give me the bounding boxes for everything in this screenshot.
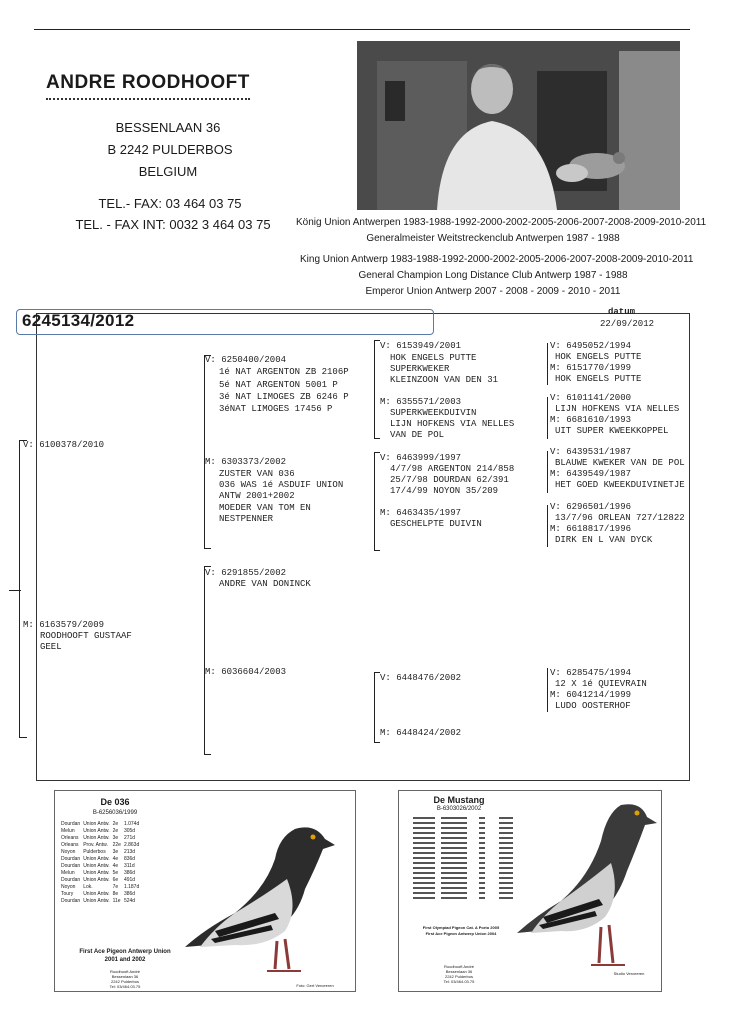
- bracket-vm-bottom: [374, 550, 380, 551]
- address-street: BESSENLAAN 36: [115, 120, 221, 135]
- result-cell: Union Antw.: [83, 870, 110, 876]
- dam-line-1: ROODHOOFT GUSTAAF: [40, 631, 132, 641]
- vmv-line-3: 17/4/99 NOYON 35/209: [390, 486, 499, 496]
- vv-line-3: 3é NAT LIMOGES ZB 6246 P: [219, 392, 349, 402]
- result-cell: Dourdan: [61, 856, 81, 862]
- result-cell: Union Antw.: [83, 856, 110, 862]
- vvm-line-3: VAN DE POL: [390, 430, 445, 440]
- vvv-line-2: SUPERKWEKER: [390, 364, 450, 374]
- mmv-ring: V: 6448476/2002: [380, 673, 462, 683]
- g5v-line-1: 12 X 1é QUIEVRAIN: [555, 679, 647, 689]
- bracket-g2: [547, 397, 548, 439]
- mmm-ring: M: 6448424/2002: [380, 728, 462, 738]
- card-right-owner-3: 2242 Pulderbos: [444, 974, 474, 979]
- result-cell: 1.187d: [123, 884, 140, 890]
- result-cell: 491d: [123, 877, 136, 883]
- result-cell: 4e: [112, 856, 119, 862]
- result-row: [61, 842, 142, 849]
- vmv-line-2: 25/7/98 DOURDAN 62/391: [390, 475, 509, 485]
- card-left-owner-1: Roodhooft André: [109, 969, 141, 974]
- result-row: [61, 828, 142, 835]
- result-cell: Noyon: [61, 849, 76, 855]
- bracket-sire-bottom: [204, 548, 211, 549]
- result-cell: Noyon: [61, 884, 76, 890]
- card-right-owner-2: Bessenlaan 36: [445, 969, 473, 974]
- g2v-ring: V: 6101141/2000: [550, 393, 632, 403]
- g4m-ring: M: 6618817/1996: [550, 524, 632, 534]
- result-row: [61, 877, 142, 884]
- bracket-g1: [547, 343, 548, 385]
- result-row: [61, 898, 142, 905]
- result-cell: 305d: [123, 828, 136, 834]
- vv-line-1: 1é NAT ARGENTON ZB 2106P: [219, 367, 349, 377]
- card-left-owner-3: 2242 Pulderbos: [110, 979, 140, 984]
- result-cell: Toury: [61, 891, 74, 897]
- result-cell: 524d: [123, 898, 136, 904]
- result-cell: Union Antw.: [83, 821, 110, 827]
- vvv-ring: V: 6153949/2001: [380, 341, 462, 351]
- title-en-general: General Champion Long Distance Club Antwerp 1987 - 1988: [358, 270, 628, 281]
- breeder-photo: [357, 41, 680, 210]
- card-left-caption-2: 2001 and 2002: [104, 957, 146, 963]
- vm-ring: M: 6303373/2002: [205, 457, 287, 467]
- card-left-title: De 036: [100, 797, 130, 807]
- result-cell: Lok.: [83, 884, 93, 890]
- tel-fax-international: TEL. - FAX INT: 0032 3 464 03 75: [75, 217, 271, 232]
- vv-line-4: 3éNAT LIMOGES 17456 P: [219, 404, 333, 414]
- bracket-sire: [204, 355, 205, 548]
- card-left-ring: B-6256036/1999: [92, 810, 138, 816]
- title-de-general: Generalmeister Weitstreckenclub Antwerpen 1987 - 1988: [366, 233, 620, 244]
- bracket-dam-bottom: [204, 754, 211, 755]
- title-en-king: King Union Antwerp 1983-1988-1992-2000-2002-2005-2006-2007-2008-2009-2010-2011: [300, 254, 694, 265]
- pigeon-ring-number: 6245134/2012: [22, 311, 135, 330]
- result-cell: Melun: [61, 828, 75, 834]
- bracket-mm-bottom: [374, 742, 380, 743]
- result-cell: 1.074d: [123, 821, 140, 827]
- bracket-g5: [547, 668, 548, 712]
- breeder-name: ANDRE ROODHOOFT: [46, 72, 250, 100]
- result-cell: 2e: [112, 828, 119, 834]
- result-cell: Union Antw.: [83, 877, 110, 883]
- sire-ring: V: 6100378/2010: [23, 440, 105, 450]
- result-row: [61, 821, 142, 828]
- dam-line-2: GEEL: [40, 642, 62, 652]
- vm-line-3: ANTW 2001+2002: [219, 491, 295, 501]
- result-cell: 3e: [112, 849, 119, 855]
- result-cell: Union Antw.: [83, 835, 110, 841]
- card-left-owner-4: Tel: 03/464.03.75: [109, 984, 141, 989]
- address-city: B 2242 PULDERBOS: [107, 142, 233, 157]
- result-cell: 5e: [112, 870, 119, 876]
- bracket-dam-top: [204, 566, 211, 567]
- result-cell: 271d: [123, 835, 136, 841]
- vvm-ring: M: 6355571/2003: [380, 397, 462, 407]
- g2m-ring: M: 6681610/1993: [550, 415, 632, 425]
- result-cell: Prov. Antw.: [83, 842, 108, 848]
- result-cell: 22e: [112, 842, 121, 848]
- tel-fax: TEL.- FAX: 03 464 03 75: [98, 196, 242, 211]
- result-cell: 386d: [123, 870, 136, 876]
- bracket-parents-tick: [9, 590, 21, 591]
- g2v-line-1: LIJN HOFKENS VIA NELLES: [555, 404, 680, 414]
- result-cell: 3e: [112, 835, 119, 841]
- result-cell: Dourdan: [61, 821, 81, 827]
- vm-line-1: ZUSTER VAN 036: [219, 469, 295, 479]
- result-cell: 8e: [112, 891, 119, 897]
- card-right-owner-1: Roodhooft André: [443, 964, 475, 969]
- vvm-line-1: SUPERKWEEKDUIVIN: [390, 408, 477, 418]
- card-right-title: De Mustang: [433, 795, 485, 805]
- card-left-photo-credit: Foto: Gert Verceeren: [296, 983, 334, 988]
- result-cell: 4e: [112, 863, 119, 869]
- result-cell: 7e: [112, 884, 119, 890]
- card-right-photo-credit: Studio Verceeren: [613, 971, 645, 976]
- vm-line-2: 036 WAS 1é ASDUIF UNION: [219, 480, 344, 490]
- mv-ring: V: 6291855/2002: [205, 568, 287, 578]
- result-cell: Union Antw.: [83, 863, 110, 869]
- bracket-vm: [374, 452, 375, 550]
- result-row: [61, 856, 142, 863]
- bracket-vv-bottom: [374, 438, 380, 439]
- card-left-caption-1: First Ace Pigeon Antwerp Union: [79, 949, 171, 955]
- vmv-line-1: 4/7/98 ARGENTON 214/858: [390, 464, 515, 474]
- result-cell: Union Antw.: [83, 898, 110, 904]
- result-row: [61, 884, 142, 891]
- title-en-emperor: Emperor Union Antwerp 2007 - 2008 - 2009 - 2010 - 2011: [365, 286, 621, 297]
- vmm-ring: M: 6463435/1997: [380, 508, 462, 518]
- bracket-parents: [19, 440, 20, 738]
- mm-ring: M: 6036604/2003: [205, 667, 287, 677]
- result-row: [61, 870, 142, 877]
- g1v-ring: V: 6495052/1994: [550, 341, 632, 351]
- card-left-owner-2: Bessenlaan 36: [111, 974, 139, 979]
- g5v-ring: V: 6285475/1994: [550, 668, 632, 678]
- vvm-line-2: LIJN HOFKENS VIA NELLES: [390, 419, 515, 429]
- result-cell: 2e: [112, 821, 119, 827]
- g3m-line-1: HET GOED KWEEKDUIVINETJE: [555, 480, 685, 490]
- vvv-line-3: KLEINZOON VAN DEN 31: [390, 375, 499, 385]
- g3v-line-1: BLAUWE KWEKER VAN DE POL: [555, 458, 685, 468]
- card-right-caption-2: First Ace Pigeon Antwerp Union 2004: [425, 931, 497, 936]
- vmv-ring: V: 6463999/1997: [380, 453, 462, 463]
- dam-ring: M: 6163579/2009: [23, 620, 105, 630]
- g1m-ring: M: 6151770/1999: [550, 363, 632, 373]
- address-country: BELGIUM: [138, 164, 198, 179]
- result-row: [61, 891, 142, 898]
- vv-ring: V: 6250400/2004: [205, 355, 287, 365]
- bracket-g4: [547, 505, 548, 547]
- g2m-line-1: UIT SUPER KWEEKKOPPEL: [555, 426, 669, 436]
- card-right-ring: B-6303026/2002: [436, 806, 482, 812]
- card-right-results-table: [413, 815, 521, 905]
- bracket-parents-bottom: [19, 737, 27, 738]
- result-cell: Union Antw.: [83, 828, 110, 834]
- datum-label: datum: [608, 307, 636, 317]
- title-de-king: König Union Antwerpen 1983-1988-1992-2000-2002-2005-2006-2007-2008-2009-2010-2011: [296, 217, 707, 228]
- result-row: [61, 835, 142, 842]
- result-cell: 6e: [112, 877, 119, 883]
- pigeon-image-de-mustang: [509, 797, 659, 982]
- bracket-g3: [547, 451, 548, 493]
- result-row: [61, 863, 142, 870]
- datum-value: 22/09/2012: [600, 319, 655, 329]
- result-cell: 2.863d: [123, 842, 140, 848]
- result-cell: Dourdan: [61, 898, 81, 904]
- g3v-ring: V: 6439531/1987: [550, 447, 632, 457]
- pigeon-card-de-mustang: [398, 790, 662, 992]
- pigeon-image-de-036: [175, 809, 350, 989]
- g5m-line-1: LUDO OOSTERHOF: [555, 701, 631, 711]
- result-cell: 311d: [123, 863, 135, 869]
- vv-line-2: 5é NAT ARGENTON 5001 P: [219, 380, 338, 390]
- g4v-ring: V: 6296501/1996: [550, 502, 632, 512]
- result-cell: Union Antw.: [83, 891, 110, 897]
- result-row: [61, 849, 142, 856]
- vvv-line-1: HOK ENGELS PUTTE: [390, 353, 477, 363]
- vm-line-4: MOEDER VAN TOM EN: [219, 503, 311, 513]
- card-right-owner-4: Tel: 03/464.03.75: [443, 979, 475, 984]
- vm-line-5: NESTPENNER: [219, 514, 274, 524]
- card-left-results: [61, 821, 142, 905]
- result-cell: 386d: [123, 891, 136, 897]
- vmm-line-1: GESCHELPTE DUIVIN: [390, 519, 482, 529]
- result-cell: Pulderbos: [83, 849, 106, 855]
- result-cell: 11e: [112, 898, 121, 904]
- mv-line-1: ANDRE VAN DONINCK: [219, 579, 311, 589]
- bracket-mm: [374, 672, 375, 742]
- result-cell: 836d: [123, 856, 136, 862]
- bracket-vv: [374, 340, 375, 438]
- result-cell: Orleans: [61, 835, 79, 841]
- result-cell: Dourdan: [61, 877, 81, 883]
- g3m-ring: M: 6439549/1987: [550, 469, 632, 479]
- top-rule: [34, 29, 690, 30]
- bracket-dam: [204, 566, 205, 754]
- g1m-line-1: HOK ENGELS PUTTE: [555, 374, 642, 384]
- g5m-ring: M: 6041214/1999: [550, 690, 632, 700]
- result-cell: Melun: [61, 870, 75, 876]
- card-right-caption-1: First Olympiad Pigeon Cat. A Porto 2005: [422, 925, 500, 930]
- g1v-line-1: HOK ENGELS PUTTE: [555, 352, 642, 362]
- result-cell: Orleans: [61, 842, 79, 848]
- pigeon-card-de-036: [54, 790, 356, 992]
- result-cell: 213d: [123, 849, 136, 855]
- g4m-line-1: DIRK EN L VAN DYCK: [555, 535, 653, 545]
- result-cell: Dourdan: [61, 863, 81, 869]
- g4v-line-1: 13/7/96 ORLEAN 727/12822: [555, 513, 685, 523]
